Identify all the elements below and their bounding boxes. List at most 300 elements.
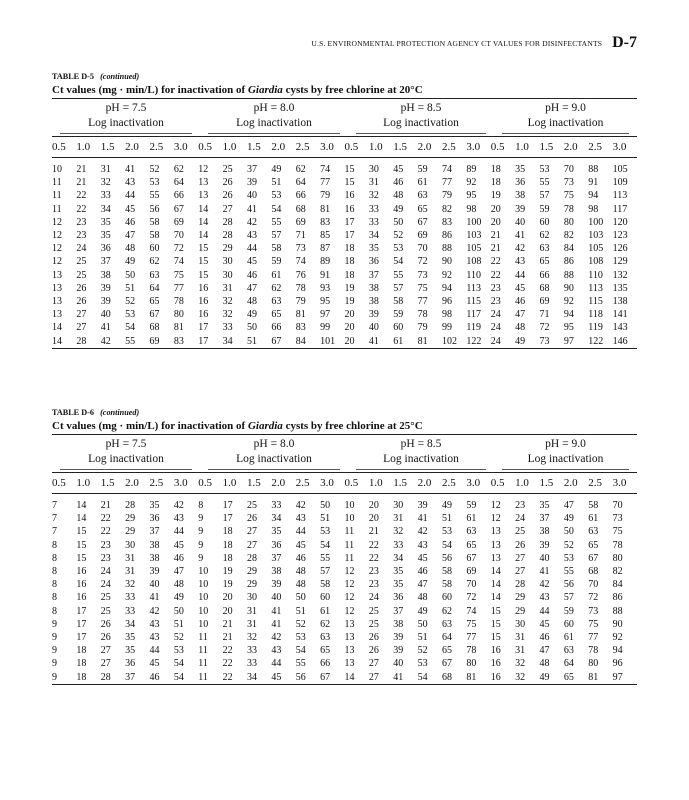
column-header: 0.5 (490, 477, 505, 489)
table-cell: 20 (490, 216, 501, 228)
table-cell: 22 (222, 671, 233, 683)
page-number: D-7 (612, 34, 637, 52)
group-rule (356, 133, 486, 134)
ph-group-8-5 (348, 437, 494, 467)
table-row (52, 591, 637, 604)
table-cell: 10 (198, 618, 209, 630)
table-cell: 10 (198, 566, 209, 578)
title-text-end: cysts by free chlorine at 20°C (282, 84, 423, 96)
table-cell: 126 (612, 243, 628, 255)
table-cell: 83 (295, 322, 306, 334)
table-cell: 27 (100, 658, 111, 670)
table-cell: 28 (222, 230, 233, 242)
table-cell: 43 (173, 513, 184, 525)
table-cell: 15 (490, 618, 501, 630)
column-header: 2.5 (588, 141, 602, 153)
table-cell: 61 (393, 335, 404, 347)
table-cell: 117 (466, 309, 482, 321)
table-cell: 67 (320, 671, 331, 683)
table-cell: 51 (173, 618, 184, 630)
table-cell: 25 (368, 618, 379, 630)
table-cell: 10 (52, 164, 62, 175)
table-cell: 9 (52, 645, 57, 657)
table-cell: 22 (490, 256, 501, 268)
table-cell: 12 (52, 230, 62, 242)
table-cell: 41 (125, 164, 136, 175)
table-cell: 14 (490, 566, 501, 578)
table-cell: 78 (466, 645, 477, 657)
table-title (52, 419, 637, 434)
table-cell: 49 (393, 203, 404, 215)
table-cell: 36 (125, 658, 136, 670)
table-cell: 31 (100, 164, 111, 175)
column-header: 1.5 (393, 477, 407, 489)
table-cell: 72 (588, 592, 599, 604)
title-organism: Giardia (247, 84, 283, 96)
table-cell: 13 (344, 658, 355, 670)
table-cell: 42 (247, 216, 257, 228)
table-cell: 11 (52, 203, 62, 215)
column-header: 2.0 (271, 141, 286, 153)
table-cell: 24 (490, 309, 501, 321)
table-cell: 27 (515, 552, 526, 564)
table-cell: 43 (539, 592, 550, 604)
table-cell: 58 (149, 230, 160, 242)
table-cell: 23 (100, 552, 111, 564)
table-cell: 15 (344, 164, 355, 175)
table-row (52, 308, 637, 321)
continued-label: (continued) (100, 408, 140, 417)
table-cell: 30 (222, 269, 233, 281)
column-header: 2.0 (125, 477, 139, 489)
table-cell: 16 (198, 309, 209, 321)
table-cell: 36 (100, 243, 111, 255)
column-header: 3.0 (320, 141, 334, 153)
table-cell: 88 (588, 164, 599, 175)
table-cell: 32 (125, 579, 136, 591)
table-cell: 8 (52, 579, 57, 591)
table-cell: 65 (149, 296, 160, 308)
table-cell: 21 (76, 164, 87, 175)
ph-value: pH = 8.0 (253, 438, 295, 450)
table-cell: 13 (198, 177, 209, 189)
table-cell: 25 (100, 592, 111, 604)
table-cell: 77 (173, 282, 184, 294)
table-cell: 22 (368, 552, 379, 564)
table-cell: 62 (320, 618, 331, 630)
table-cell: 9 (198, 539, 204, 551)
table-cell: 58 (442, 579, 452, 591)
table-cell: 45 (295, 539, 306, 551)
table-cell: 70 (563, 164, 574, 175)
group-rule (208, 133, 340, 134)
group-rule (502, 133, 629, 134)
table-cell: 63 (466, 526, 477, 538)
table-cell: 41 (515, 230, 526, 242)
table-cell: 17 (76, 618, 87, 630)
table-row (52, 494, 637, 513)
table-cell: 46 (539, 632, 550, 644)
group-rule (356, 469, 486, 470)
table-cell: 81 (320, 203, 331, 215)
table-cell: 118 (588, 309, 603, 321)
table-cell: 28 (125, 500, 136, 511)
table-cell: 55 (320, 552, 331, 564)
table-cell: 63 (588, 526, 599, 538)
table-cell: 34 (271, 513, 282, 525)
ph-group-8-0 (200, 101, 348, 131)
table-cell: 78 (588, 645, 599, 657)
table-cell: 59 (271, 256, 282, 268)
table-cell: 40 (515, 216, 526, 228)
table-cell: 37 (125, 671, 136, 683)
table-cell: 24 (515, 513, 526, 525)
table-cell: 15 (198, 256, 209, 268)
table-cell: 53 (320, 526, 331, 538)
ph-group-9-0 (494, 101, 637, 131)
table-cell: 44 (539, 605, 550, 617)
table-cell: 60 (320, 592, 331, 604)
table-cell: 115 (588, 296, 603, 308)
table-cell: 39 (100, 296, 111, 308)
table-cell: 35 (100, 230, 111, 242)
table-cell: 92 (442, 269, 452, 281)
table-cell: 65 (442, 645, 452, 657)
table-cell: 24 (368, 592, 379, 604)
title-text: Ct values (mg · min/L) for inactivation of (52, 420, 248, 432)
column-header: 3.0 (612, 477, 627, 489)
table-cell: 54 (295, 645, 306, 657)
table-row (52, 512, 637, 525)
table-cell: 72 (466, 592, 477, 604)
table-cell: 78 (295, 282, 306, 294)
column-header: 2.0 (563, 141, 578, 153)
table-cell: 49 (125, 256, 136, 268)
table-cell: 61 (466, 513, 477, 525)
table-cell: 49 (247, 309, 257, 321)
table-cell: 66 (295, 190, 306, 202)
table-cell: 16 (344, 190, 355, 202)
table-cell: 143 (612, 322, 628, 334)
table-cell: 16 (344, 203, 355, 215)
table-cell: 44 (271, 658, 282, 670)
table-cell: 23 (76, 216, 87, 228)
table-cell: 53 (393, 243, 404, 255)
table-cell: 38 (393, 618, 404, 630)
table-cell: 52 (173, 632, 184, 644)
table-cell: 28 (247, 552, 257, 564)
table-cell: 69 (295, 216, 306, 228)
table-cell: 22 (222, 658, 233, 670)
table-cell: 37 (100, 256, 111, 268)
table-cell: 53 (442, 526, 452, 538)
table-cell: 46 (393, 177, 404, 189)
table-cell: 91 (320, 269, 331, 281)
table-cell: 51 (442, 513, 452, 525)
table-cell: 51 (417, 632, 428, 644)
table-cell: 35 (393, 579, 404, 591)
table-cell: 47 (563, 500, 574, 511)
column-header: 3.0 (320, 477, 334, 489)
table-cell: 50 (563, 526, 574, 538)
ct-table (52, 136, 637, 348)
table-cell: 74 (442, 164, 452, 175)
table-cell: 16 (76, 592, 87, 604)
table-cell: 29 (247, 579, 257, 591)
table-cell: 43 (271, 645, 282, 657)
table-cell: 7 (52, 526, 57, 538)
table-cell: 18 (76, 658, 87, 670)
ph-group-9-0 (494, 437, 637, 467)
table-cell: 64 (149, 282, 160, 294)
table-cell: 94 (563, 309, 574, 321)
table-cell: 68 (588, 566, 599, 578)
column-header: 2.5 (442, 477, 456, 489)
table-cell: 34 (247, 671, 257, 683)
table-cell: 11 (344, 552, 355, 564)
table-cell: 87 (320, 243, 331, 255)
table-cell: 22 (490, 269, 501, 281)
table-cell: 47 (173, 566, 184, 578)
column-header: 2.0 (417, 141, 432, 153)
ph-group-7-5 (52, 101, 200, 131)
table-cell: 67 (466, 552, 477, 564)
table-cell: 22 (100, 526, 111, 538)
table-cell: 19 (344, 296, 355, 308)
table-cell: 59 (393, 309, 404, 321)
table-cell: 40 (539, 552, 550, 564)
table-cell: 34 (393, 552, 404, 564)
table-cell: 21 (490, 243, 501, 255)
table-cell: 35 (149, 500, 160, 511)
table-cell: 55 (149, 190, 160, 202)
group-rule (60, 133, 192, 134)
table-bottom-rule (52, 684, 637, 685)
table-cell: 38 (100, 269, 111, 281)
table-cell: 23 (368, 579, 379, 591)
table-cell: 34 (125, 618, 136, 630)
table-cell: 55 (271, 216, 282, 228)
table-cell: 14 (198, 216, 209, 228)
table-cell: 67 (271, 335, 282, 347)
table-cell: 43 (417, 539, 428, 551)
table-cell: 26 (76, 296, 87, 308)
table-row (52, 269, 637, 282)
table-cell: 11 (198, 658, 208, 670)
table-row (52, 671, 637, 684)
table-cell: 55 (295, 658, 306, 670)
table-number (52, 407, 637, 419)
table-cell: 90 (612, 618, 623, 630)
table-cell: 23 (100, 539, 111, 551)
table-cell: 67 (417, 216, 428, 228)
table-cell: 117 (612, 203, 628, 215)
table-cell: 122 (466, 335, 482, 347)
table-cell: 27 (222, 203, 233, 215)
table-cell: 27 (247, 539, 257, 551)
table-cell: 43 (125, 177, 136, 189)
column-header: 3.0 (466, 141, 481, 153)
table-cell: 54 (442, 539, 452, 551)
table-row (52, 335, 637, 348)
table-cell: 49 (515, 335, 526, 347)
table-cell: 62 (149, 256, 160, 268)
title-text: Ct values (mg · min/L) for inactivation of (52, 84, 248, 96)
table-cell: 65 (417, 203, 428, 215)
table-cell: 54 (173, 671, 184, 683)
table-cell: 64 (563, 658, 574, 670)
table-row (52, 644, 637, 657)
table-cell: 119 (588, 322, 603, 334)
table-cell: 30 (125, 539, 136, 551)
table-cell: 53 (271, 190, 282, 202)
table-cell: 64 (295, 177, 306, 189)
column-header: 0.5 (490, 141, 505, 153)
table-cell: 86 (563, 256, 574, 268)
table-cell: 17 (344, 230, 355, 242)
table-cell: 36 (271, 539, 282, 551)
table-cell: 11 (198, 632, 208, 644)
table-cell: 46 (247, 269, 257, 281)
log-inactivation-label: Log inactivation (236, 117, 312, 129)
table-cell: 33 (100, 190, 111, 202)
table-cell: 46 (173, 552, 184, 564)
running-header (0, 34, 637, 56)
table-cell: 58 (149, 216, 160, 228)
table-cell: 43 (149, 618, 160, 630)
table-cell: 31 (125, 566, 136, 578)
table-cell: 70 (612, 500, 623, 511)
table-cell: 71 (295, 230, 306, 242)
table-cell: 94 (588, 190, 599, 202)
table-cell: 49 (563, 513, 574, 525)
table-cell: 33 (222, 322, 233, 334)
table-row (52, 229, 637, 242)
table-cell: 21 (100, 500, 111, 511)
table-cell: 79 (295, 296, 306, 308)
table-cell: 13 (52, 309, 62, 321)
table-cell: 84 (295, 335, 306, 347)
table-cell: 21 (222, 632, 233, 644)
table-cell: 18 (344, 243, 355, 255)
table-cell: 38 (539, 526, 550, 538)
table-cell: 34 (100, 203, 111, 215)
table-cell: 33 (368, 216, 379, 228)
table-cell: 51 (271, 177, 282, 189)
table-cell: 72 (539, 322, 550, 334)
table-cell: 69 (173, 216, 184, 228)
table-cell: 75 (466, 618, 477, 630)
table-cell: 25 (247, 500, 257, 511)
table-cell: 24 (100, 579, 111, 591)
table-cell: 45 (125, 203, 136, 215)
table-cell: 61 (417, 177, 428, 189)
table-cell: 113 (466, 282, 482, 294)
table-cell: 13 (490, 552, 501, 564)
table-cell: 26 (247, 513, 257, 525)
table-cell: 99 (320, 322, 331, 334)
column-header: 0.5 (52, 477, 66, 489)
table-cell: 48 (417, 592, 428, 604)
table-cell: 53 (173, 645, 184, 657)
table-cell: 14 (490, 579, 501, 591)
table-cell: 30 (368, 164, 379, 175)
table-cell: 80 (563, 216, 574, 228)
table-cell: 54 (393, 256, 404, 268)
table-cell: 18 (490, 164, 501, 175)
table-cell: 23 (368, 566, 379, 578)
table-cell: 18 (222, 526, 233, 538)
table-cell: 13 (52, 282, 62, 294)
table-cell: 73 (588, 605, 599, 617)
table-cell: 14 (344, 671, 355, 683)
table-cell: 81 (588, 671, 599, 683)
table-cell: 44 (515, 269, 526, 281)
table-cell: 52 (393, 230, 404, 242)
table-number-label: TABLE D-5 (52, 72, 94, 81)
table-row (52, 189, 637, 202)
table-cell: 15 (76, 526, 87, 538)
table-cell: 135 (612, 282, 628, 294)
table-cell: 45 (393, 164, 404, 175)
table-cell: 85 (320, 230, 331, 242)
table-cell: 42 (149, 605, 160, 617)
table-cell: 73 (539, 335, 550, 347)
table-cell: 41 (149, 592, 160, 604)
table-cell: 75 (588, 618, 599, 630)
table-cell: 31 (368, 177, 379, 189)
table-cell: 20 (490, 203, 501, 215)
table-cell: 26 (515, 539, 526, 551)
table-cell: 45 (247, 256, 257, 268)
table-cell: 62 (442, 605, 452, 617)
log-inactivation-label: Log inactivation (527, 117, 604, 129)
table-cell: 113 (612, 190, 628, 202)
table-cell: 54 (417, 671, 428, 683)
table-cell: 75 (173, 269, 184, 281)
table-cell: 73 (417, 269, 428, 281)
table-cell: 16 (198, 282, 209, 294)
table-cell: 32 (368, 190, 379, 202)
table-cell: 31 (393, 513, 404, 525)
column-header: 0.5 (198, 141, 212, 153)
table-cell: 94 (612, 645, 623, 657)
table-cell: 16 (76, 566, 87, 578)
table-cell: 11 (52, 190, 62, 202)
table-row (52, 631, 637, 644)
table-cell: 13 (344, 618, 355, 630)
table-cell: 23 (490, 282, 501, 294)
table-cell: 27 (368, 671, 379, 683)
table-cell: 12 (344, 592, 355, 604)
column-header: 2.0 (417, 477, 432, 489)
table-cell: 88 (612, 605, 623, 617)
table-cell: 12 (52, 256, 62, 268)
table-cell: 56 (295, 671, 306, 683)
table-cell: 37 (368, 269, 379, 281)
column-header: 2.0 (271, 477, 286, 489)
table-cell: 52 (125, 296, 136, 308)
table-cell: 39 (515, 203, 526, 215)
table-cell: 73 (295, 243, 306, 255)
table-cell: 12 (52, 216, 62, 228)
column-header: 2.5 (295, 477, 310, 489)
table-cell: 74 (320, 164, 331, 175)
table-cell: 81 (466, 671, 477, 683)
table-cell: 38 (368, 282, 379, 294)
table-cell: 60 (393, 322, 404, 334)
table-cell: 39 (100, 282, 111, 294)
